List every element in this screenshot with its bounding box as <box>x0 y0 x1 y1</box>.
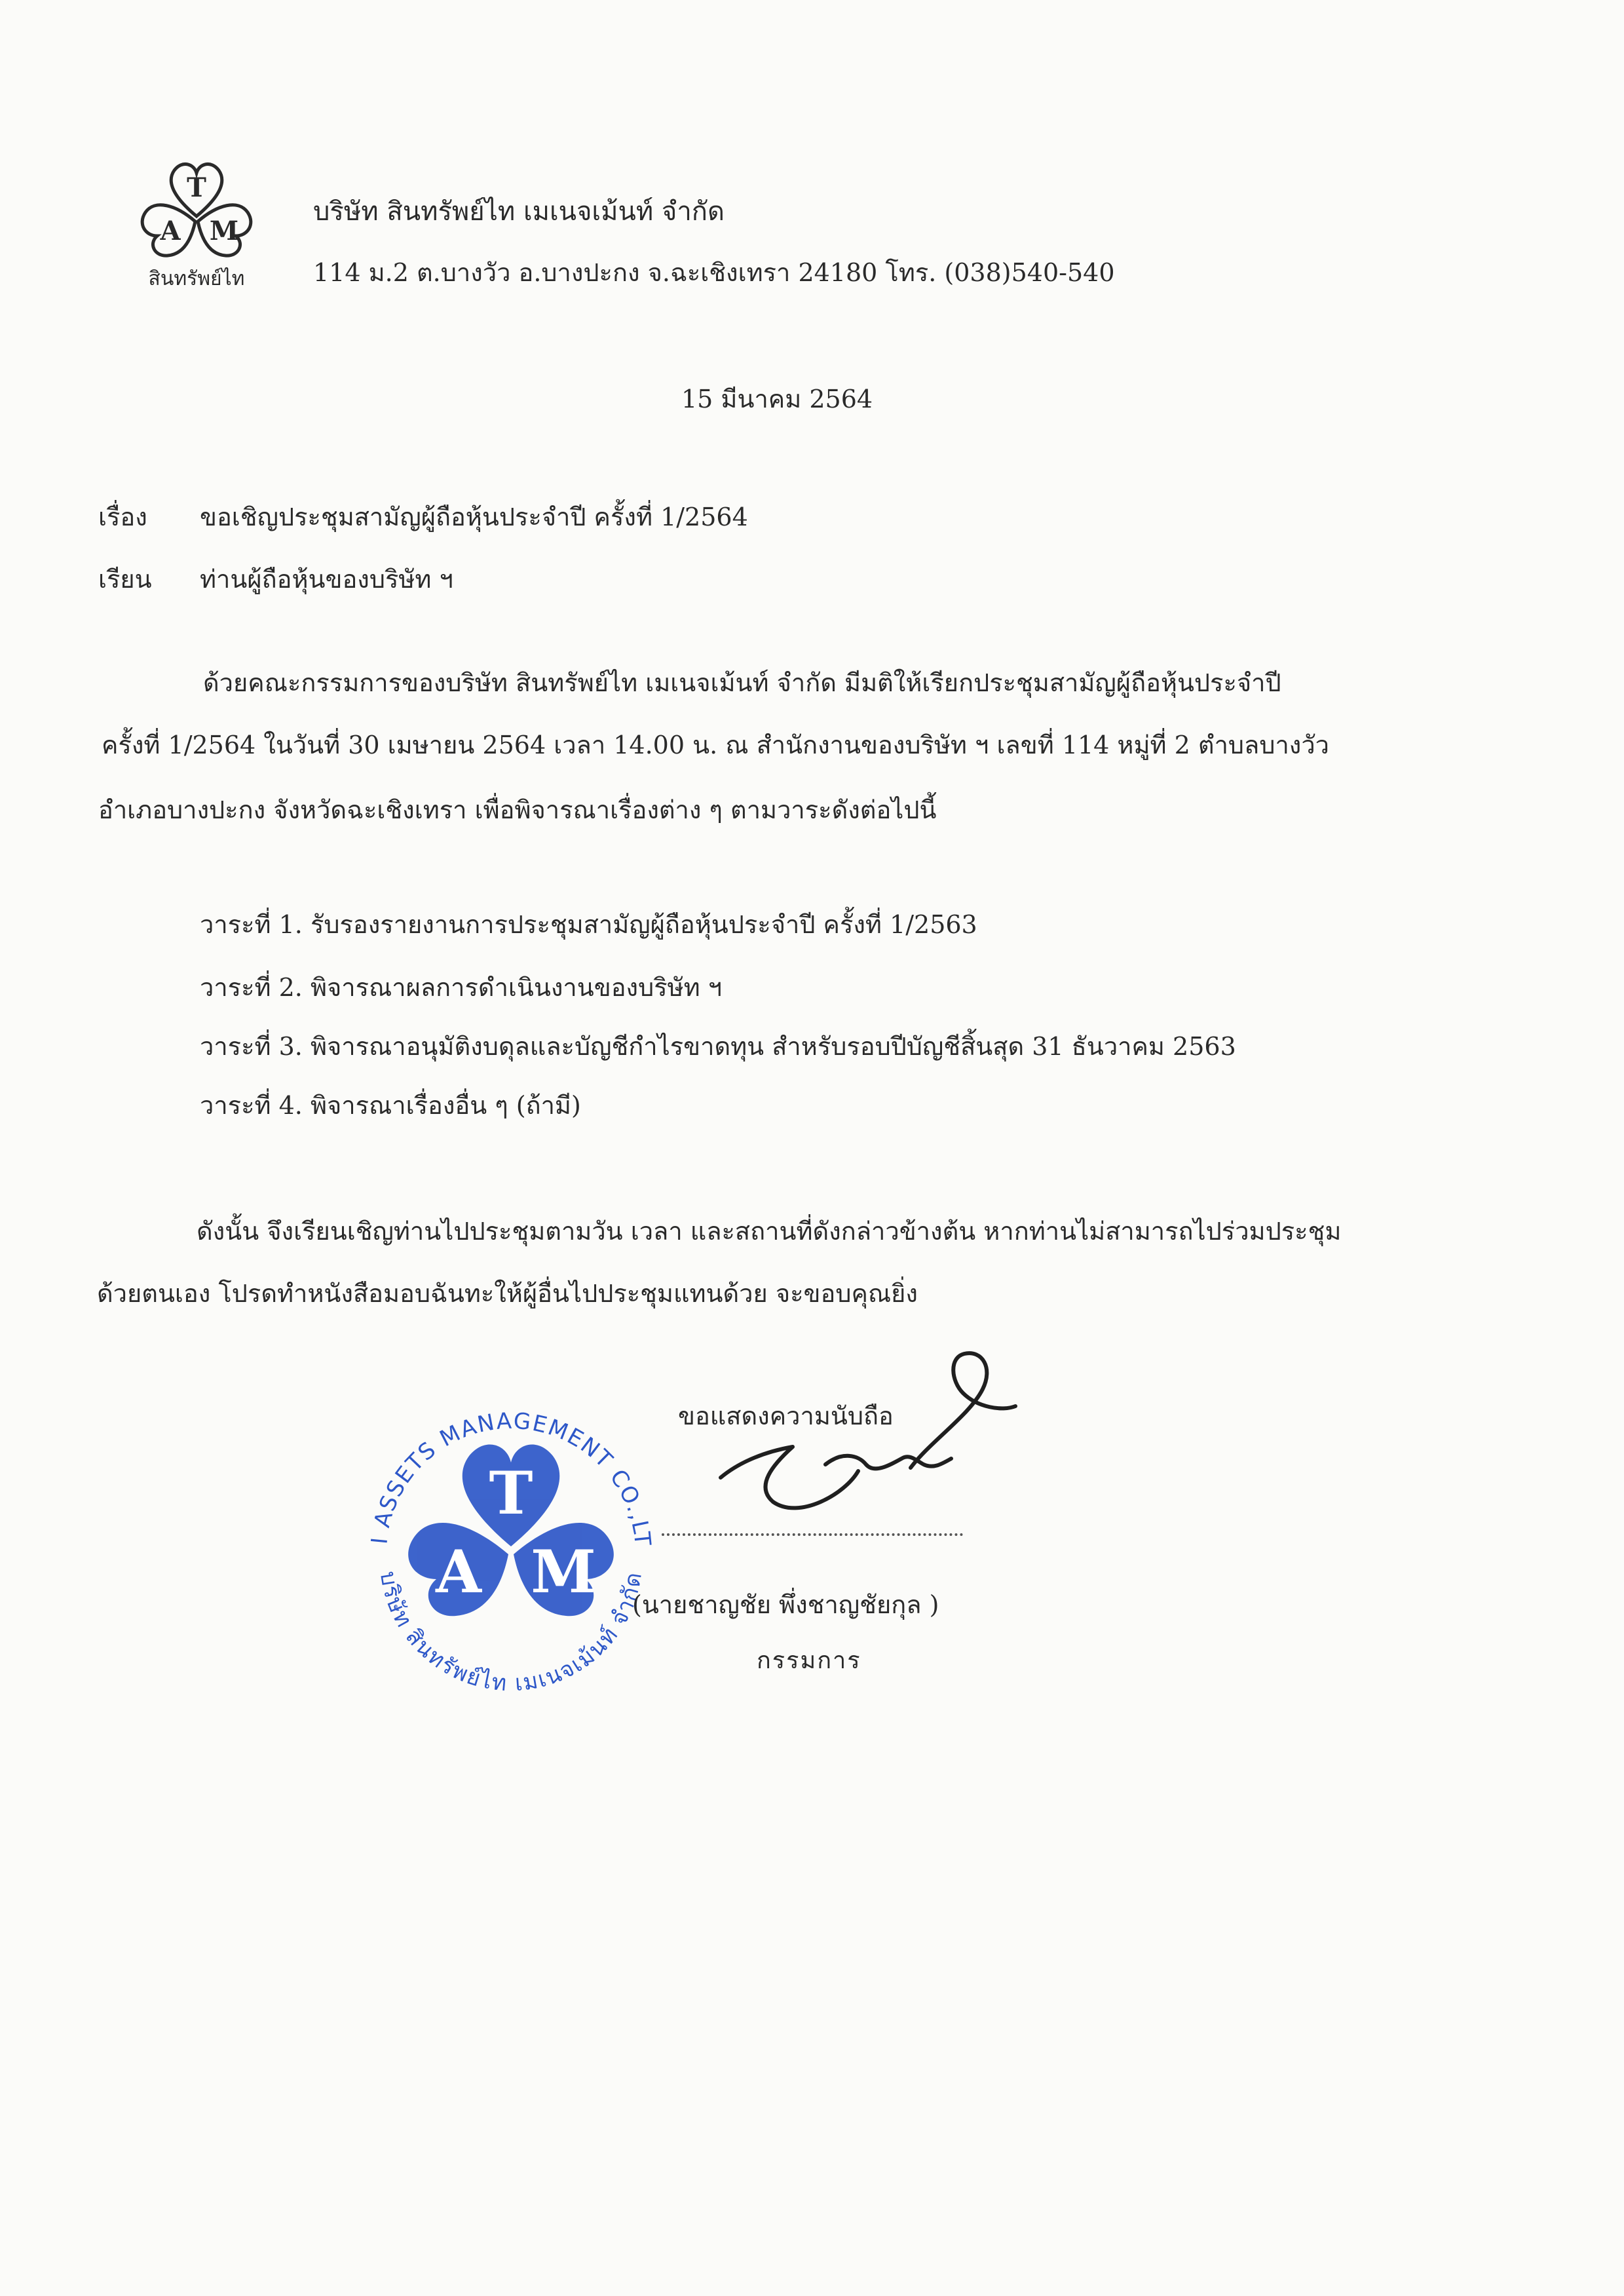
logo-caption: สินทรัพย์ไท <box>148 267 245 290</box>
body-paragraph-1-line-1: ด้วยคณะกรรมการของบริษัท สินทรัพย์ไท เมเนจเม้นท์ จำกัด มีมติให้เรียกประชุมสามัญผู้ถือหุ้นประจำปี <box>203 668 1281 697</box>
company-address: 114 ม.2 ต.บางวัว อ.บางปะกง จ.ฉะเชิงเทรา 24180 โทร. (038)540-540 <box>313 258 1115 287</box>
closing-phrase: ขอแสดงความนับถือ <box>678 1402 894 1430</box>
logo-letter-t: T <box>187 172 206 203</box>
letter-date: 15 มีนาคม 2564 <box>681 385 873 413</box>
agenda-item-3: วาระที่ 3. พิจารณาอนุมัติงบดุลและบัญชีกำไรขาดทุน สำหรับรอบปีบัญชีสิ้นสุด 31 ธันวาคม 2563 <box>200 1032 1236 1061</box>
logo-letter-m: M <box>209 216 239 246</box>
recipient-text: ท่านผู้ถือหุ้นของบริษัท ฯ <box>200 565 453 594</box>
stamp-letter-m: M <box>531 1537 596 1607</box>
subject-text: ขอเชิญประชุมสามัญผู้ถือหุ้นประจำปี ครั้งที่ 1/2564 <box>200 503 748 531</box>
logo-graphic <box>118 144 275 301</box>
svg-text:บริษัท สินทรัพย์ไท เมเนจเม้นท์ <box>375 1569 647 1696</box>
signer-name: (นายชาญชัย พึ่งชาญชัยกุล ) <box>632 1590 939 1619</box>
company-name: บริษัท สินทรัพย์ไท เมเนจเม้นท์ จำกัด <box>313 197 725 227</box>
stamp-text-top: I ASSETS MANAGEMENT CO.,LT <box>366 1407 656 1548</box>
company-stamp <box>341 1383 681 1723</box>
body-paragraph-1-line-2: ครั้งที่ 1/2564 ในวันที่ 30 เมษายน 2564 เวลา 14.00 น. ณ สำนักงานของบริษัท ฯ เลขที่ 114 หมู่ที่ 2 ตำบลบางวัว <box>102 731 1330 759</box>
recipient-label: เรียน <box>98 565 152 594</box>
agenda-item-4: วาระที่ 4. พิจารณาเรื่องอื่น ๆ (ถ้ามี) <box>200 1091 581 1120</box>
stamp-graphic <box>341 1383 681 1723</box>
stamp-text-bottom: บริษัท สินทรัพย์ไท เมเนจเม้นท์ จำกัด <box>374 1569 648 1697</box>
company-logo <box>118 144 275 301</box>
subject-label: เรื่อง <box>98 503 147 531</box>
stamp-letter-a: A <box>436 1537 482 1607</box>
stamp-letter-t: T <box>489 1459 533 1528</box>
agenda-item-1: วาระที่ 1. รับรองรายงานการประชุมสามัญผู้ถือหุ้นประจำปี ครั้งที่ 1/2563 <box>200 910 977 939</box>
handwritten-signature <box>694 1330 1035 1514</box>
logo-letter-a: A <box>160 216 181 246</box>
signature-line <box>662 1533 963 1536</box>
body-paragraph-1-line-3: อำเภอบางปะกง จังหวัดฉะเชิงเทรา เพื่อพิจารณาเรื่องต่าง ๆ ตามวาระดังต่อไปนี้ <box>98 795 937 824</box>
signer-title: กรรมการ <box>757 1647 861 1674</box>
signature-strokes <box>694 1330 1035 1514</box>
agenda-item-2: วาระที่ 2. พิจารณาผลการดำเนินงานของบริษัท ฯ <box>200 973 723 1002</box>
body-paragraph-2-line-1: ดังนั้น จึงเรียนเชิญท่านไปประชุมตามวัน เวลา และสถานที่ดังกล่าวข้างต้น หากท่านไม่สามารถไปร่วมประชุม <box>197 1217 1342 1246</box>
body-paragraph-2-line-2: ด้วยตนเอง โปรดทำหนังสือมอบฉันทะให้ผู้อื่นไปประชุมแทนด้วย จะขอบคุณยิ่ง <box>97 1279 918 1308</box>
